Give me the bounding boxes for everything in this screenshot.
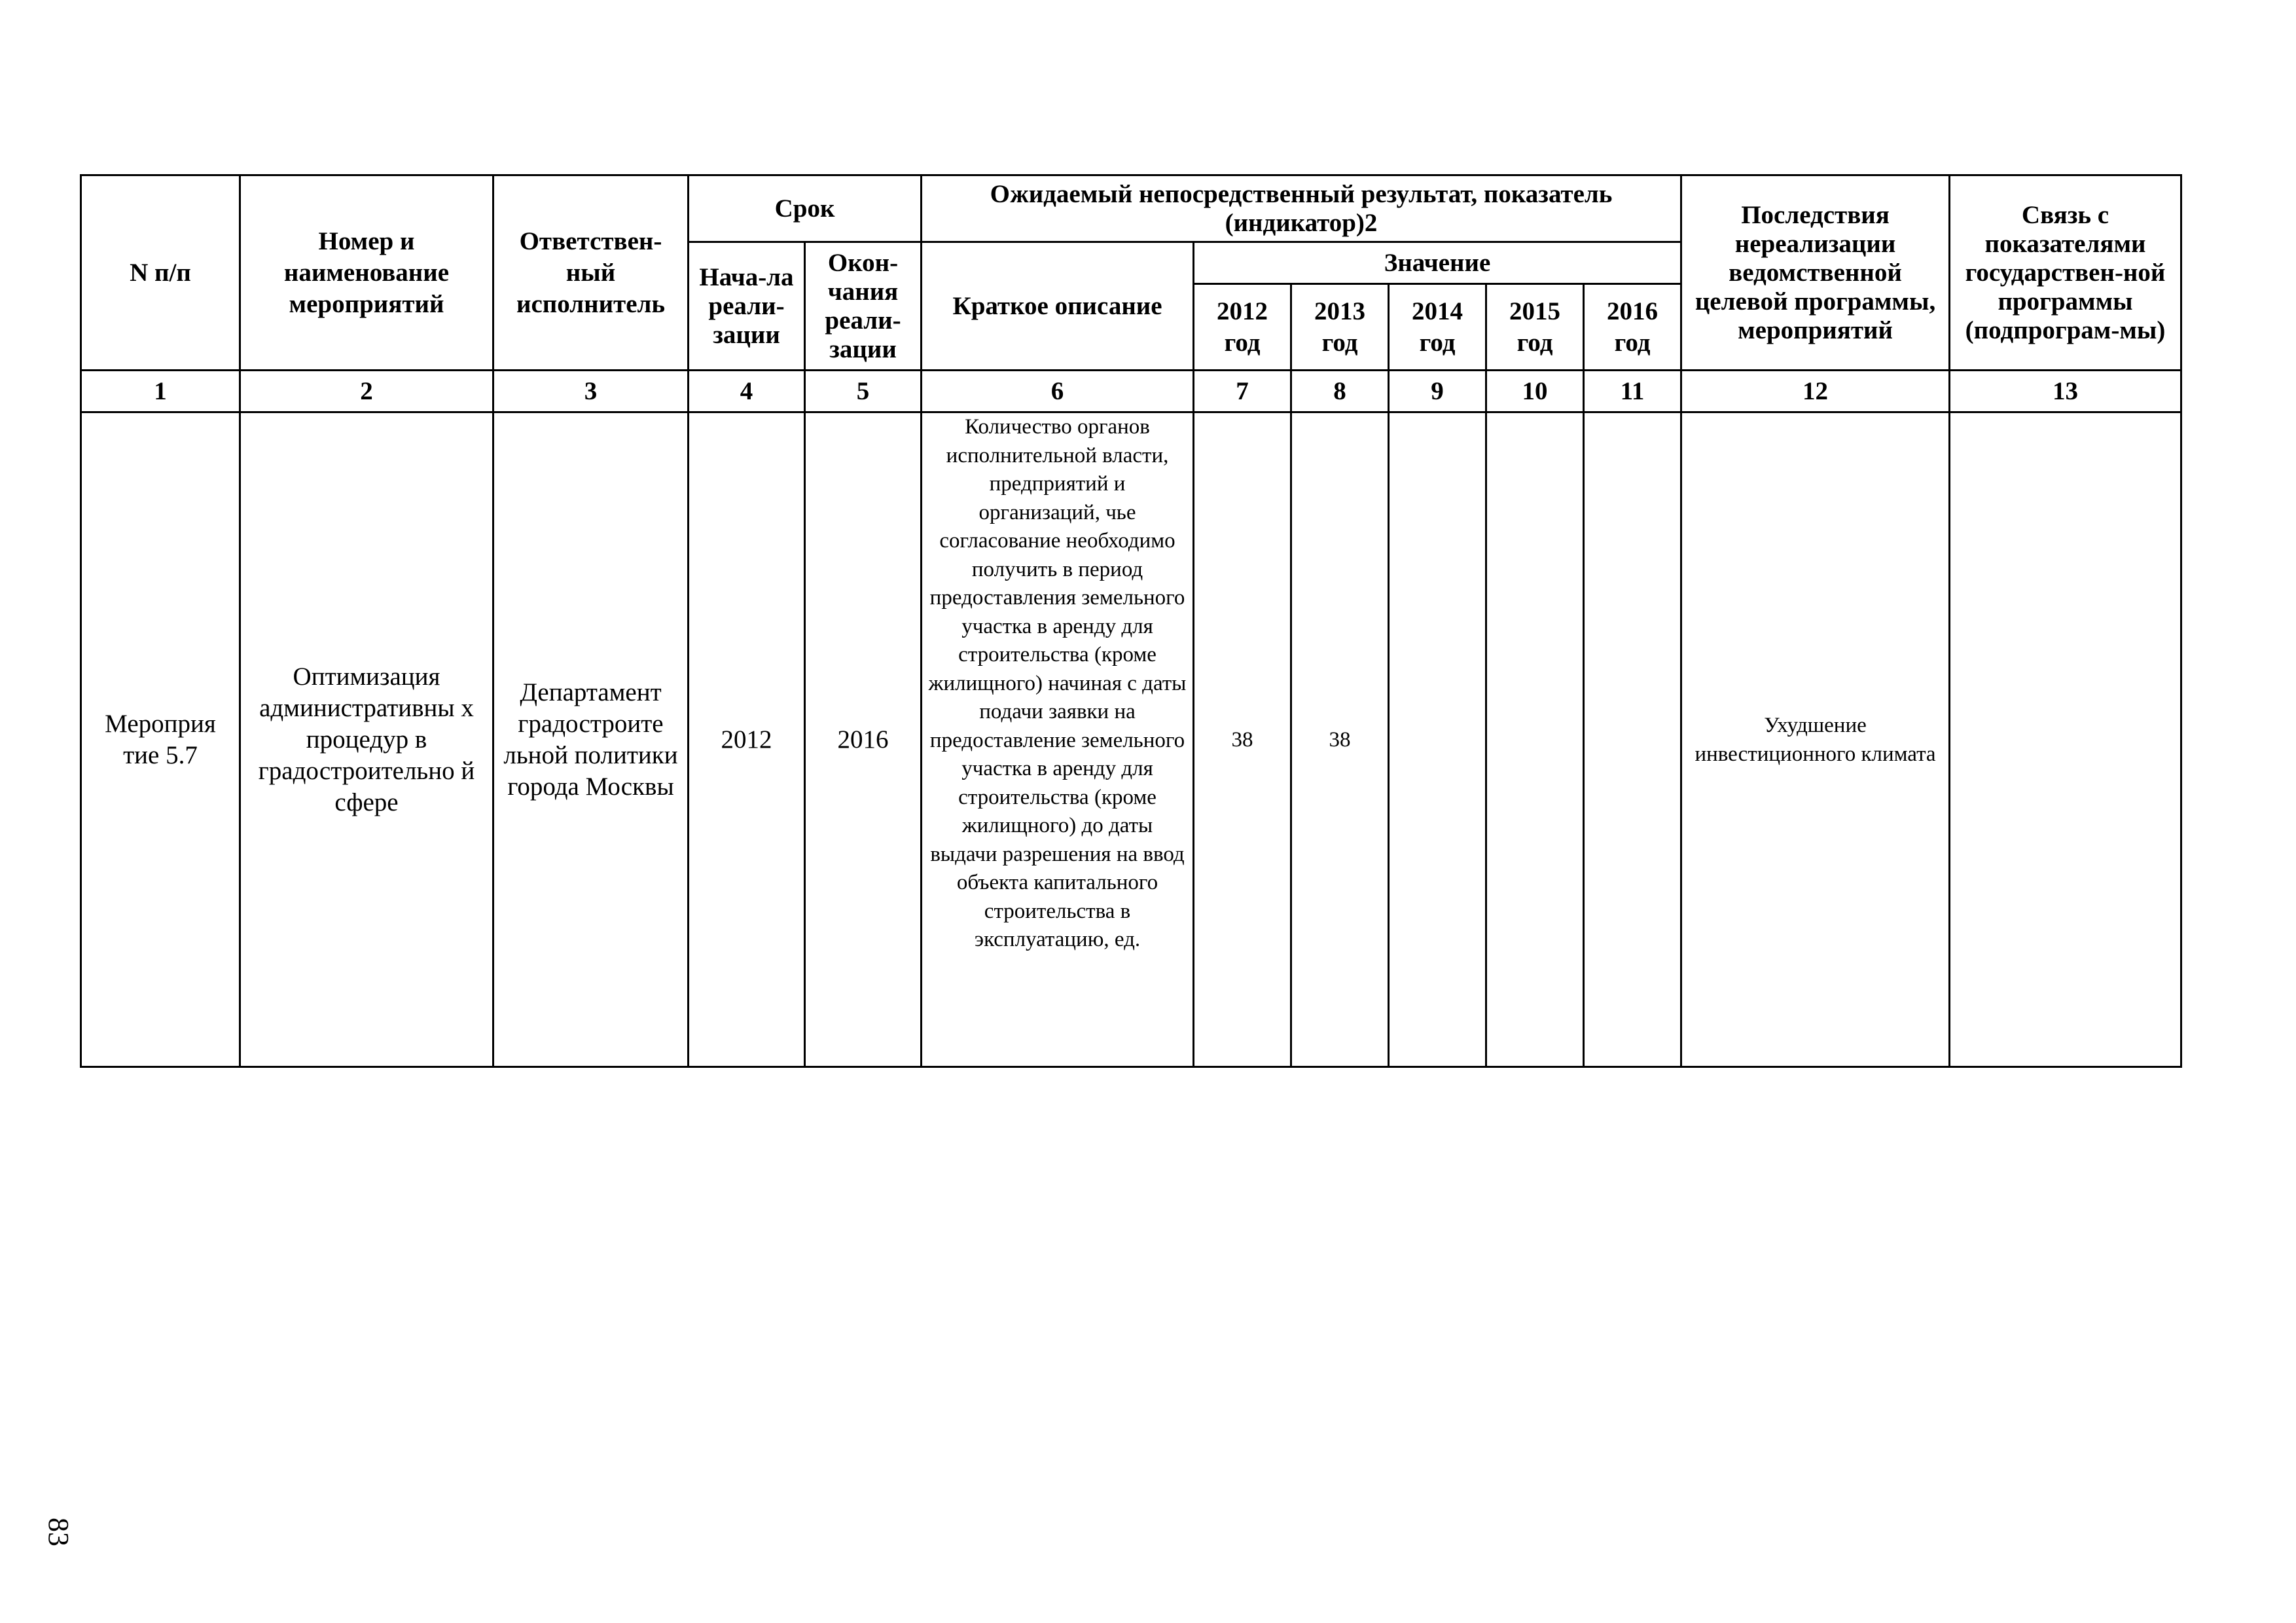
page-number: 83: [43, 1518, 75, 1546]
header-term-end: Окон-чания реали-зации: [805, 242, 922, 371]
row-name: Оптимизация административны х процедур в градостроительно й сфере: [240, 412, 493, 1067]
header-row-1: [81, 175, 2181, 242]
header-link: Связь с показателями государствен-ной программы (подпрограм-мы): [1950, 175, 2181, 371]
header-term: Срок: [689, 175, 922, 242]
column-number: 13: [1950, 371, 2181, 412]
table-row: [81, 412, 2181, 1067]
column-number: 3: [493, 371, 689, 412]
row-consequences: Ухудшение инвестиционного климата: [1681, 412, 1950, 1067]
column-number: 5: [805, 371, 922, 412]
row-end: 2016: [805, 412, 922, 1067]
column-number: 6: [922, 371, 1194, 412]
header-consequences: Последствия нереализации ведомственной целевой программы, мероприятий: [1681, 175, 1950, 371]
row-value-2012: 38: [1194, 412, 1291, 1067]
column-number: 1: [81, 371, 240, 412]
column-number: 2: [240, 371, 493, 412]
column-number: 9: [1389, 371, 1486, 412]
column-number: 4: [689, 371, 805, 412]
row-link: [1950, 412, 2181, 1067]
header-responsible: Ответствен-ный исполнитель: [493, 175, 689, 371]
header-year: 2015 год: [1486, 284, 1584, 371]
activities-table: [80, 174, 2182, 1068]
row-value-2013: 38: [1291, 412, 1389, 1067]
column-number: 12: [1681, 371, 1950, 412]
header-term-start: Нача-ла реали-зации: [689, 242, 805, 371]
row-value-2015: [1486, 412, 1584, 1067]
column-number: 11: [1584, 371, 1681, 412]
row-num: Мероприя тие 5.7: [81, 412, 240, 1067]
column-number-row: [81, 371, 2181, 412]
header-year: 2016 год: [1584, 284, 1681, 371]
header-description: Краткое описание: [922, 242, 1194, 371]
header-year: 2014 год: [1389, 284, 1486, 371]
row-start: 2012: [689, 412, 805, 1067]
header-value: Значение: [1194, 242, 1681, 284]
header-name: Номер и наименование мероприятий: [240, 175, 493, 371]
column-number: 7: [1194, 371, 1291, 412]
header-result: Ожидаемый непосредственный результат, показатель (индикатор)2: [922, 175, 1681, 242]
header-year: 2013 год: [1291, 284, 1389, 371]
row-description: Количество органов исполнительной власти, предприятий и организаций, чье согласование необходимо получить в период предоставления земельного участка в аренду для строительства (кроме жилищного) начиная с даты подачи заявки на предоставление земельного участка в аренду для строительства (кроме жилищного) до даты выдачи разрешения на ввод объекта капитального строительства в эксплуатацию, ед.: [922, 412, 1194, 1067]
row-responsible: Департамент градостроите льной политики города Москвы: [493, 412, 689, 1067]
column-number: 8: [1291, 371, 1389, 412]
header-year: 2012 год: [1194, 284, 1291, 371]
row-value-2016: [1584, 412, 1681, 1067]
header-num: N п/п: [81, 175, 240, 371]
column-number: 10: [1486, 371, 1584, 412]
row-value-2014: [1389, 412, 1486, 1067]
